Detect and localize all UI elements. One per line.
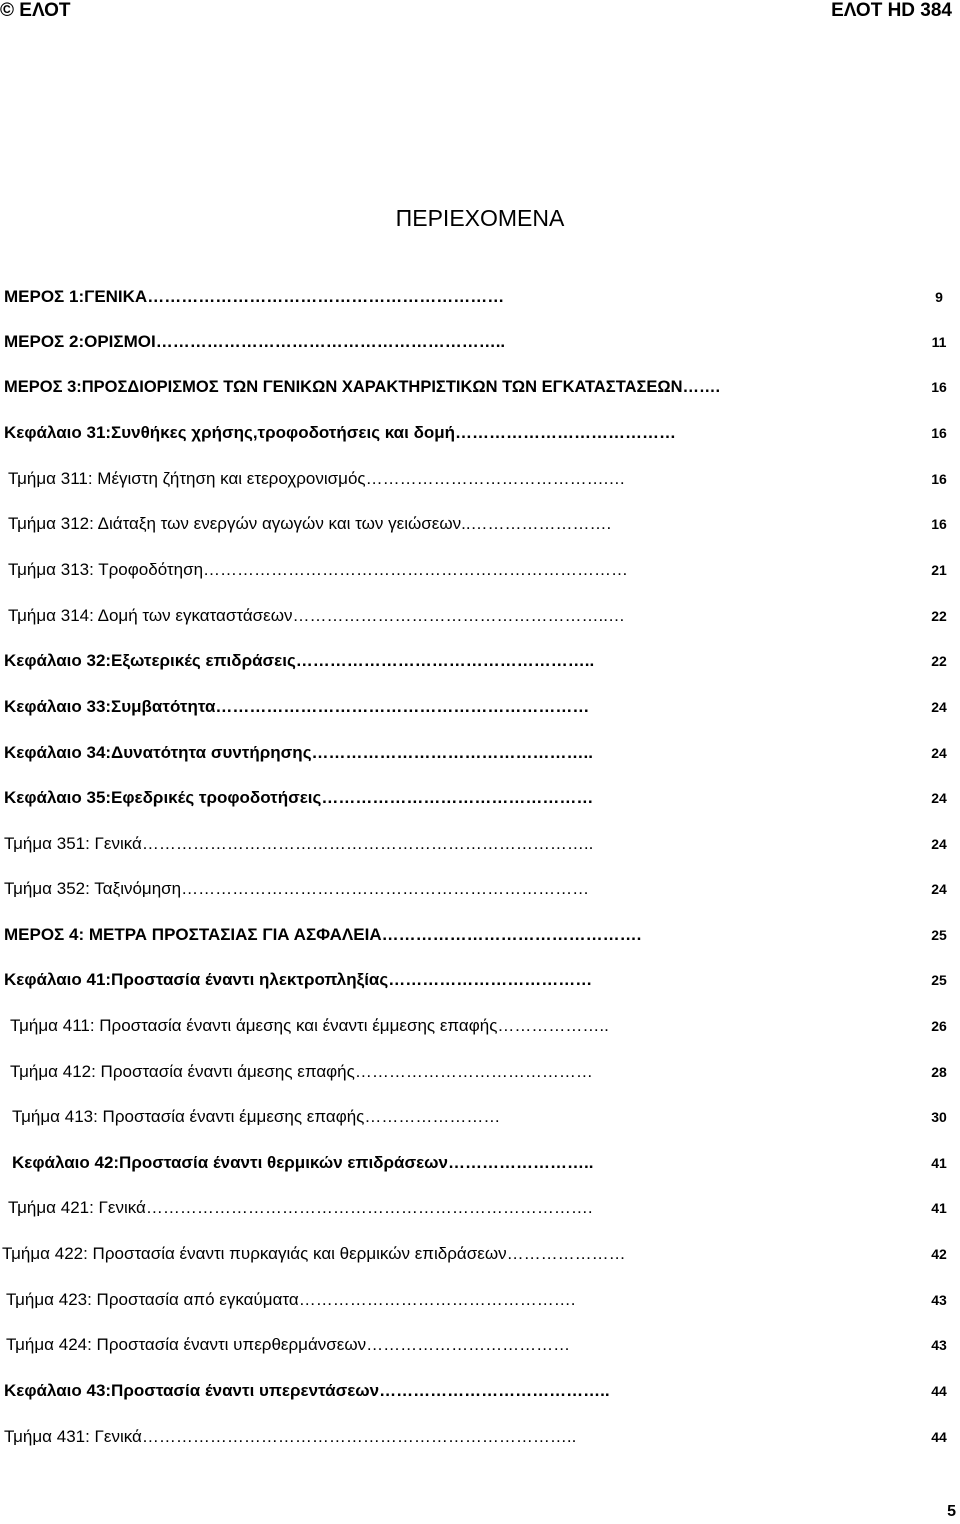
- toc-entry-page: 16: [931, 516, 947, 532]
- header-standard-code: ΕΛΟΤ HD 384: [831, 0, 952, 21]
- toc-entry-title: Τμήμα 422: Προστασία έναντι πυρκαγιάς και θερμικών επιδράσεων…………………: [2, 1244, 626, 1263]
- toc-entry-page: 28: [931, 1064, 947, 1080]
- toc-entry-page: 44: [931, 1383, 947, 1399]
- toc-entry-page: 43: [931, 1292, 947, 1308]
- toc-entry-title: ΜΕΡΟΣ 3:ΠΡΟΣΔΙΟΡΙΣΜΟΣ ΤΩΝ ΓΕΝΙΚΩΝ ΧΑΡΑΚΤΗΡΙΣΤΙΚΩΝ ΤΩΝ ΕΓΚΑΤΑΣΤΑΣΕΩΝ…….: [4, 378, 721, 396]
- toc-entry-title: Τμήμα 351: Γενικά……………………………………………………………………..: [4, 834, 594, 853]
- toc-entry-page: 24: [931, 836, 947, 852]
- toc-entry-title: Τμήμα 431: Γενικά…………………………………………………………………..: [4, 1427, 577, 1446]
- toc-entry-title: Κεφάλαιο 35:Εφεδρικές τροφοδοτήσεις…………………………………………: [4, 788, 594, 807]
- toc-entry-page: 22: [931, 653, 947, 669]
- toc-entry-page: 16: [931, 471, 947, 487]
- toc-entry-title: Τμήμα 423: Προστασία από εγκαύματα………………………………………….: [6, 1290, 576, 1309]
- toc-entry-title: ΜΕΡΟΣ 1:ΓΕΝΙΚΑ………………………………………………………: [4, 287, 505, 306]
- toc-entry-page: 9: [935, 289, 943, 305]
- toc-entry-title: Τμήμα 312: Διάταξη των ενεργών αγωγών και των γειώσεων..…………………….: [8, 514, 612, 533]
- toc-entry-page: 26: [931, 1018, 947, 1034]
- toc-entry-title: Τμήμα 311: Μέγιστη ζήτηση και ετεροχρονισμός…………………………………….…: [8, 469, 626, 488]
- toc-entry-page: 41: [931, 1200, 947, 1216]
- toc-entry-title: Κεφάλαιο 41:Προστασία έναντι ηλεκτροπληξίας………………………………: [4, 970, 593, 989]
- toc-entry-title: Τμήμα 352: Ταξινόμηση………………………………………………………………: [4, 879, 590, 898]
- toc-entry-page: 25: [931, 972, 947, 988]
- toc-entry-page: 30: [931, 1109, 947, 1125]
- toc-entry-title: Τμήμα 424: Προστασία έναντι υπερθερμάνσεων………………………………: [6, 1335, 571, 1354]
- toc-entry-page: 16: [931, 425, 947, 441]
- toc-entry-title: Τμήμα 412: Προστασία έναντι άμεσης επαφής……………………………………: [10, 1062, 593, 1081]
- toc-entry-title: Τμήμα 411: Προστασία έναντι άμεσης και έναντι έμμεσης επαφής………………..: [10, 1016, 609, 1035]
- toc-entry-title: ΜΕΡΟΣ 2:ΟΡΙΣΜΟΙ……………………………………………………..: [4, 332, 506, 351]
- toc-entry-title: Κεφάλαιο 31:Συνθήκες χρήσης,τροφοδοτήσεις και δομή…………………………………: [4, 423, 677, 442]
- toc-entry-page: 25: [931, 927, 947, 943]
- toc-entry-page: 41: [931, 1155, 947, 1171]
- toc-entry-title: Κεφάλαιο 32:Εξωτερικές επιδράσεις……………………………………………..: [4, 651, 595, 670]
- toc-entry-page: 24: [931, 699, 947, 715]
- toc-entry-title: Τμήμα 313: Τροφοδότηση…………………………………………………………………: [8, 560, 629, 579]
- toc-entry-page: 22: [931, 608, 947, 624]
- page-title: ΠΕΡΙΕΧΟΜΕΝΑ: [395, 205, 565, 231]
- toc-entry-page: 16: [931, 379, 947, 395]
- toc-entry-title: Κεφάλαιο 33:Συμβατότητα…………………………………………………………: [4, 697, 590, 716]
- toc-entry-title: Κεφάλαιο 43:Προστασία έναντι υπερεντάσεων…………………………………..: [4, 1381, 610, 1400]
- toc-entry-page: 24: [931, 790, 947, 806]
- page-number: 5: [947, 1503, 956, 1520]
- toc-entry-page: 11: [931, 334, 947, 350]
- toc-entry-page: 43: [931, 1337, 947, 1353]
- toc-entry-page: 24: [931, 745, 947, 761]
- toc-entry-title: Τμήμα 421: Γενικά…………………………………………………………………….: [8, 1198, 593, 1217]
- toc-entry-page: 21: [931, 562, 947, 578]
- header-copyright: © ΕΛΟΤ: [0, 0, 71, 21]
- toc-entry-title: Κεφάλαιο 42:Προστασία έναντι θερμικών επιδράσεων……………………..: [12, 1153, 594, 1172]
- toc-entry-title: Κεφάλαιο 34:Δυνατότητα συντήρησης…………………………………………..: [4, 743, 593, 762]
- toc-entry-page: 42: [931, 1246, 947, 1262]
- toc-entry-title: Τμήμα 413: Προστασία έναντι έμμεσης επαφής……………………: [12, 1107, 501, 1126]
- toc-entry-page: 44: [931, 1429, 947, 1445]
- toc-entry-title: Τμήμα 314: Δομή των εγκαταστάσεων………………………………………………..…: [8, 606, 625, 625]
- toc-entry-page: 24: [931, 881, 947, 897]
- toc-entry-title: ΜΕΡΟΣ 4: ΜΕΤΡΑ ΠΡΟΣΤΑΣΙΑΣ ΓΙΑ ΑΣΦΑΛΕΙΑ……………………………………….: [4, 925, 642, 944]
